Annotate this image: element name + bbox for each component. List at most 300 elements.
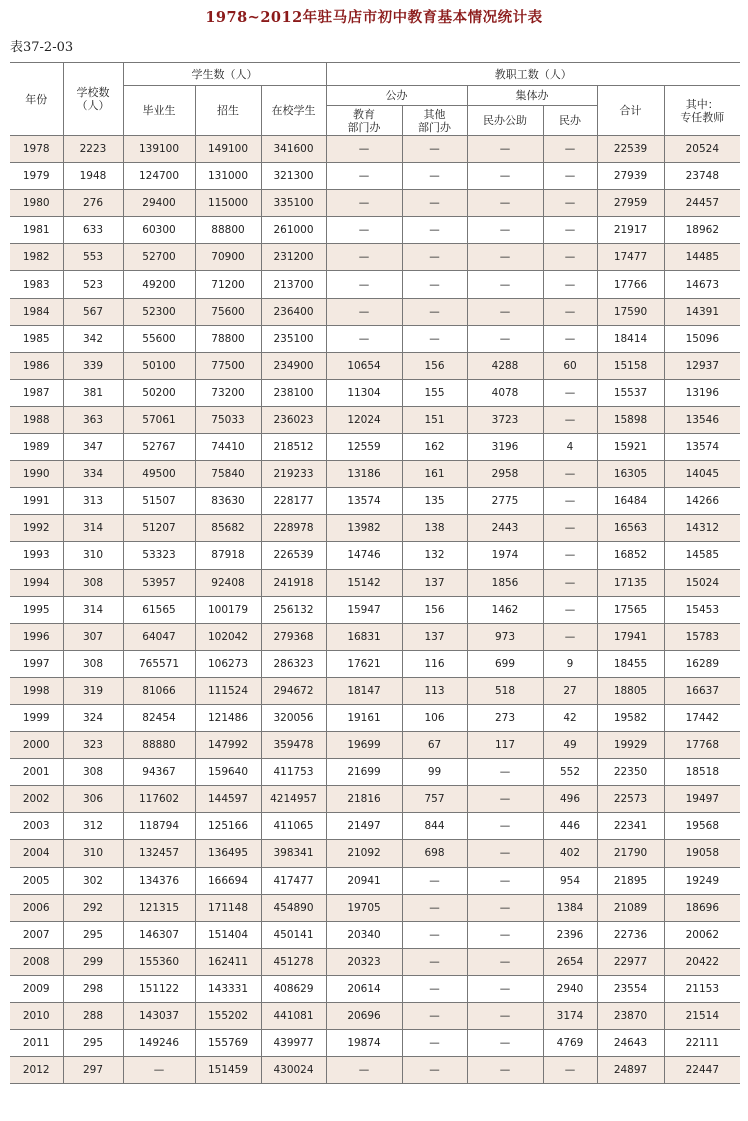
value-cell: 71200	[195, 271, 261, 298]
value-cell: —	[467, 975, 543, 1002]
value-cell: 17565	[597, 596, 664, 623]
value-cell: —	[467, 921, 543, 948]
value-cell: 57061	[123, 406, 195, 433]
value-cell: 17768	[664, 732, 740, 759]
header-edu-dept: 教育 部门办	[326, 106, 402, 136]
value-cell: 106	[402, 704, 467, 731]
value-cell: 16831	[326, 623, 402, 650]
value-cell: —	[467, 163, 543, 190]
value-cell: 2940	[543, 975, 597, 1002]
value-cell: —	[467, 244, 543, 271]
year-cell: 2009	[10, 975, 63, 1002]
value-cell: 359478	[261, 732, 326, 759]
value-cell: 18696	[664, 894, 740, 921]
value-cell: 321300	[261, 163, 326, 190]
value-cell: 14585	[664, 542, 740, 569]
year-cell: 1997	[10, 650, 63, 677]
value-cell: 228177	[261, 488, 326, 515]
value-cell: —	[402, 867, 467, 894]
value-cell: 55600	[123, 325, 195, 352]
header-students: 学生数（人）	[123, 63, 326, 86]
value-cell: 23870	[597, 1003, 664, 1030]
year-cell: 2008	[10, 948, 63, 975]
value-cell: 52300	[123, 298, 195, 325]
value-cell: 23748	[664, 163, 740, 190]
value-cell: 14673	[664, 271, 740, 298]
value-cell: 19568	[664, 813, 740, 840]
value-cell: —	[543, 271, 597, 298]
value-cell: 60	[543, 352, 597, 379]
value-cell: 417477	[261, 867, 326, 894]
value-cell: 308	[63, 650, 123, 677]
value-cell: —	[123, 1057, 195, 1084]
value-cell: 698	[402, 840, 467, 867]
value-cell: 88880	[123, 732, 195, 759]
value-cell: 17135	[597, 569, 664, 596]
year-cell: 1983	[10, 271, 63, 298]
year-cell: 1994	[10, 569, 63, 596]
year-cell: 1991	[10, 488, 63, 515]
value-cell: —	[543, 190, 597, 217]
table-row	[10, 352, 740, 379]
value-cell: 15783	[664, 623, 740, 650]
value-cell: —	[467, 217, 543, 244]
value-cell: 61565	[123, 596, 195, 623]
value-cell: 236400	[261, 298, 326, 325]
value-cell: —	[326, 325, 402, 352]
year-cell: 1993	[10, 542, 63, 569]
value-cell: —	[402, 163, 467, 190]
year-cell: 1981	[10, 217, 63, 244]
value-cell: 60300	[123, 217, 195, 244]
value-cell: 402	[543, 840, 597, 867]
value-cell: 53323	[123, 542, 195, 569]
value-cell: 450141	[261, 921, 326, 948]
value-cell: 51507	[123, 488, 195, 515]
value-cell: 17621	[326, 650, 402, 677]
value-cell: 17941	[597, 623, 664, 650]
year-cell: 1999	[10, 704, 63, 731]
header-year: 年份	[10, 63, 63, 136]
value-cell: 441081	[261, 1003, 326, 1030]
header-in-school: 在校学生	[261, 86, 326, 136]
value-cell: 21895	[597, 867, 664, 894]
value-cell: —	[467, 1030, 543, 1057]
value-cell: 552	[543, 759, 597, 786]
value-cell: 411753	[261, 759, 326, 786]
header-minban: 民办	[543, 106, 597, 136]
value-cell: 4078	[467, 379, 543, 406]
value-cell: 155202	[195, 1003, 261, 1030]
value-cell: —	[402, 1003, 467, 1030]
value-cell: 77500	[195, 352, 261, 379]
header-schools: 学校数 （人）	[63, 63, 123, 136]
value-cell: —	[402, 298, 467, 325]
value-cell: 1462	[467, 596, 543, 623]
value-cell: 633	[63, 217, 123, 244]
value-cell: 113	[402, 677, 467, 704]
value-cell: 20941	[326, 867, 402, 894]
value-cell: 439977	[261, 1030, 326, 1057]
value-cell: 102042	[195, 623, 261, 650]
value-cell: 155769	[195, 1030, 261, 1057]
value-cell: 22573	[597, 786, 664, 813]
value-cell: 235100	[261, 325, 326, 352]
value-cell: 306	[63, 786, 123, 813]
table-row	[10, 406, 740, 433]
value-cell: 19058	[664, 840, 740, 867]
value-cell: 319	[63, 677, 123, 704]
value-cell: 313	[63, 488, 123, 515]
value-cell: 335100	[261, 190, 326, 217]
value-cell: 446	[543, 813, 597, 840]
table-number: 表37-2-03	[10, 40, 74, 55]
page-title: 1978~2012年驻马店市初中教育基本情况统计表	[205, 9, 543, 26]
value-cell: 13196	[664, 379, 740, 406]
value-cell: 15158	[597, 352, 664, 379]
header-minban-gongzhu: 民办公助	[467, 106, 543, 136]
value-cell: 334	[63, 461, 123, 488]
value-cell: 78800	[195, 325, 261, 352]
year-cell: 1984	[10, 298, 63, 325]
value-cell: 50200	[123, 379, 195, 406]
value-cell: 73200	[195, 379, 261, 406]
value-cell: 15024	[664, 569, 740, 596]
value-cell: 22447	[664, 1057, 740, 1084]
table-row	[10, 623, 740, 650]
value-cell: 4214957	[261, 786, 326, 813]
value-cell: 381	[63, 379, 123, 406]
value-cell: 15142	[326, 569, 402, 596]
value-cell: 20524	[664, 136, 740, 163]
year-cell: 1988	[10, 406, 63, 433]
table-row	[10, 975, 740, 1002]
value-cell: 553	[63, 244, 123, 271]
value-cell: 314	[63, 596, 123, 623]
value-cell: 299	[63, 948, 123, 975]
value-cell: 29400	[123, 190, 195, 217]
value-cell: —	[467, 325, 543, 352]
value-cell: 125166	[195, 813, 261, 840]
value-cell: 218512	[261, 434, 326, 461]
value-cell: 219233	[261, 461, 326, 488]
value-cell: 973	[467, 623, 543, 650]
value-cell: 21153	[664, 975, 740, 1002]
value-cell: 279368	[261, 623, 326, 650]
year-cell: 1996	[10, 623, 63, 650]
year-cell: 1979	[10, 163, 63, 190]
year-cell: 1992	[10, 515, 63, 542]
value-cell: —	[543, 136, 597, 163]
value-cell: 1384	[543, 894, 597, 921]
value-cell: 149100	[195, 136, 261, 163]
value-cell: —	[467, 1003, 543, 1030]
value-cell: 51207	[123, 515, 195, 542]
value-cell: 430024	[261, 1057, 326, 1084]
value-cell: 12024	[326, 406, 402, 433]
value-cell: 117	[467, 732, 543, 759]
value-cell: 13546	[664, 406, 740, 433]
table-row	[10, 434, 740, 461]
value-cell: 765571	[123, 650, 195, 677]
year-cell: 2000	[10, 732, 63, 759]
table-row	[10, 1003, 740, 1030]
value-cell: 14746	[326, 542, 402, 569]
value-cell: 19497	[664, 786, 740, 813]
value-cell: 24643	[597, 1030, 664, 1057]
value-cell: 70900	[195, 244, 261, 271]
header-collective: 集体办	[467, 86, 597, 106]
value-cell: 310	[63, 840, 123, 867]
value-cell: 81066	[123, 677, 195, 704]
value-cell: 236023	[261, 406, 326, 433]
value-cell: 12559	[326, 434, 402, 461]
value-cell: —	[467, 136, 543, 163]
value-cell: —	[326, 163, 402, 190]
value-cell: 14045	[664, 461, 740, 488]
header-public: 公办	[326, 86, 467, 106]
value-cell: 18962	[664, 217, 740, 244]
value-cell: 151459	[195, 1057, 261, 1084]
value-cell: 20062	[664, 921, 740, 948]
value-cell: 16305	[597, 461, 664, 488]
value-cell: 2654	[543, 948, 597, 975]
value-cell: —	[543, 244, 597, 271]
value-cell: —	[402, 136, 467, 163]
value-cell: 19699	[326, 732, 402, 759]
value-cell: 276	[63, 190, 123, 217]
year-cell: 2011	[10, 1030, 63, 1057]
value-cell: —	[467, 271, 543, 298]
value-cell: 292	[63, 894, 123, 921]
value-cell: —	[402, 921, 467, 948]
header-graduates: 毕业生	[123, 86, 195, 136]
table-row	[10, 542, 740, 569]
header-enrollment: 招生	[195, 86, 261, 136]
value-cell: 699	[467, 650, 543, 677]
value-cell: 24897	[597, 1057, 664, 1084]
value-cell: —	[543, 569, 597, 596]
value-cell: 567	[63, 298, 123, 325]
value-cell: 21497	[326, 813, 402, 840]
value-cell: 363	[63, 406, 123, 433]
value-cell: 324	[63, 704, 123, 731]
value-cell: 273	[467, 704, 543, 731]
value-cell: 27959	[597, 190, 664, 217]
value-cell: 118794	[123, 813, 195, 840]
table-row	[10, 704, 740, 731]
value-cell: 18805	[597, 677, 664, 704]
table-row	[10, 379, 740, 406]
year-cell: 1986	[10, 352, 63, 379]
value-cell: 17477	[597, 244, 664, 271]
value-cell: 398341	[261, 840, 326, 867]
value-cell: 20696	[326, 1003, 402, 1030]
value-cell: 14391	[664, 298, 740, 325]
value-cell: —	[402, 948, 467, 975]
value-cell: 116	[402, 650, 467, 677]
table-row	[10, 596, 740, 623]
table-row	[10, 461, 740, 488]
value-cell: 83630	[195, 488, 261, 515]
value-cell: 151404	[195, 921, 261, 948]
value-cell: 454890	[261, 894, 326, 921]
value-cell: 138	[402, 515, 467, 542]
table-row	[10, 759, 740, 786]
value-cell: 131000	[195, 163, 261, 190]
value-cell: 213700	[261, 271, 326, 298]
value-cell: 2775	[467, 488, 543, 515]
value-cell: 15096	[664, 325, 740, 352]
value-cell: 156	[402, 352, 467, 379]
value-cell: 21514	[664, 1003, 740, 1030]
value-cell: —	[543, 1057, 597, 1084]
year-cell: 1990	[10, 461, 63, 488]
value-cell: 4769	[543, 1030, 597, 1057]
value-cell: 49	[543, 732, 597, 759]
value-cell: 18414	[597, 325, 664, 352]
value-cell: —	[467, 894, 543, 921]
value-cell: —	[543, 488, 597, 515]
value-cell: 411065	[261, 813, 326, 840]
value-cell: 20340	[326, 921, 402, 948]
value-cell: 155360	[123, 948, 195, 975]
value-cell: 139100	[123, 136, 195, 163]
value-cell: —	[467, 867, 543, 894]
table-row	[10, 786, 740, 813]
value-cell: —	[402, 1057, 467, 1084]
value-cell: —	[402, 271, 467, 298]
value-cell: —	[543, 325, 597, 352]
year-cell: 1987	[10, 379, 63, 406]
value-cell: 143331	[195, 975, 261, 1002]
value-cell: —	[467, 948, 543, 975]
value-cell: 19929	[597, 732, 664, 759]
header-full-time-teachers: 其中： 专任教师	[664, 86, 740, 136]
value-cell: —	[543, 461, 597, 488]
value-cell: 88800	[195, 217, 261, 244]
value-cell: 155	[402, 379, 467, 406]
value-cell: 121486	[195, 704, 261, 731]
year-cell: 2004	[10, 840, 63, 867]
value-cell: —	[543, 163, 597, 190]
value-cell: 451278	[261, 948, 326, 975]
value-cell: 92408	[195, 569, 261, 596]
value-cell: 13186	[326, 461, 402, 488]
statistics-table	[10, 62, 740, 1084]
value-cell: 238100	[261, 379, 326, 406]
value-cell: 307	[63, 623, 123, 650]
value-cell: 15537	[597, 379, 664, 406]
value-cell: 143037	[123, 1003, 195, 1030]
value-cell: 294672	[261, 677, 326, 704]
value-cell: 75840	[195, 461, 261, 488]
value-cell: 2443	[467, 515, 543, 542]
value-cell: 15947	[326, 596, 402, 623]
year-cell: 1982	[10, 244, 63, 271]
table-row	[10, 244, 740, 271]
value-cell: 135	[402, 488, 467, 515]
value-cell: 261000	[261, 217, 326, 244]
value-cell: 162	[402, 434, 467, 461]
value-cell: 226539	[261, 542, 326, 569]
value-cell: 523	[63, 271, 123, 298]
value-cell: 21790	[597, 840, 664, 867]
year-cell: 2003	[10, 813, 63, 840]
value-cell: 20614	[326, 975, 402, 1002]
value-cell: —	[402, 1030, 467, 1057]
year-cell: 2005	[10, 867, 63, 894]
value-cell: 4	[543, 434, 597, 461]
value-cell: 3723	[467, 406, 543, 433]
value-cell: 75033	[195, 406, 261, 433]
value-cell: 18455	[597, 650, 664, 677]
value-cell: 49500	[123, 461, 195, 488]
value-cell: 302	[63, 867, 123, 894]
table-row	[10, 867, 740, 894]
table-row	[10, 298, 740, 325]
year-cell: 1978	[10, 136, 63, 163]
value-cell: 166694	[195, 867, 261, 894]
value-cell: 308	[63, 569, 123, 596]
value-cell: 320056	[261, 704, 326, 731]
value-cell: 14312	[664, 515, 740, 542]
year-cell: 2012	[10, 1057, 63, 1084]
table-row	[10, 894, 740, 921]
table-row	[10, 271, 740, 298]
value-cell: 339	[63, 352, 123, 379]
value-cell: 11304	[326, 379, 402, 406]
value-cell: 147992	[195, 732, 261, 759]
value-cell: 954	[543, 867, 597, 894]
value-cell: —	[467, 786, 543, 813]
table-row	[10, 840, 740, 867]
value-cell: —	[543, 406, 597, 433]
value-cell: 341600	[261, 136, 326, 163]
value-cell: 256132	[261, 596, 326, 623]
value-cell: 295	[63, 921, 123, 948]
value-cell: 288	[63, 1003, 123, 1030]
value-cell: 75600	[195, 298, 261, 325]
value-cell: —	[467, 1057, 543, 1084]
year-cell: 1998	[10, 677, 63, 704]
value-cell: 27	[543, 677, 597, 704]
value-cell: —	[467, 840, 543, 867]
value-cell: 757	[402, 786, 467, 813]
value-cell: 16289	[664, 650, 740, 677]
value-cell: 132457	[123, 840, 195, 867]
table-row	[10, 1030, 740, 1057]
year-cell: 1980	[10, 190, 63, 217]
table-row	[10, 488, 740, 515]
value-cell: 137	[402, 569, 467, 596]
value-cell: —	[402, 325, 467, 352]
table-row	[10, 813, 740, 840]
value-cell: 161	[402, 461, 467, 488]
table-row	[10, 190, 740, 217]
value-cell: 151	[402, 406, 467, 433]
value-cell: —	[467, 813, 543, 840]
value-cell: —	[402, 217, 467, 244]
value-cell: 21089	[597, 894, 664, 921]
value-cell: 1974	[467, 542, 543, 569]
value-cell: 21917	[597, 217, 664, 244]
year-cell: 2007	[10, 921, 63, 948]
value-cell: 1856	[467, 569, 543, 596]
header-staff: 教职工数（人）	[326, 63, 740, 86]
value-cell: 17766	[597, 271, 664, 298]
value-cell: 151122	[123, 975, 195, 1002]
